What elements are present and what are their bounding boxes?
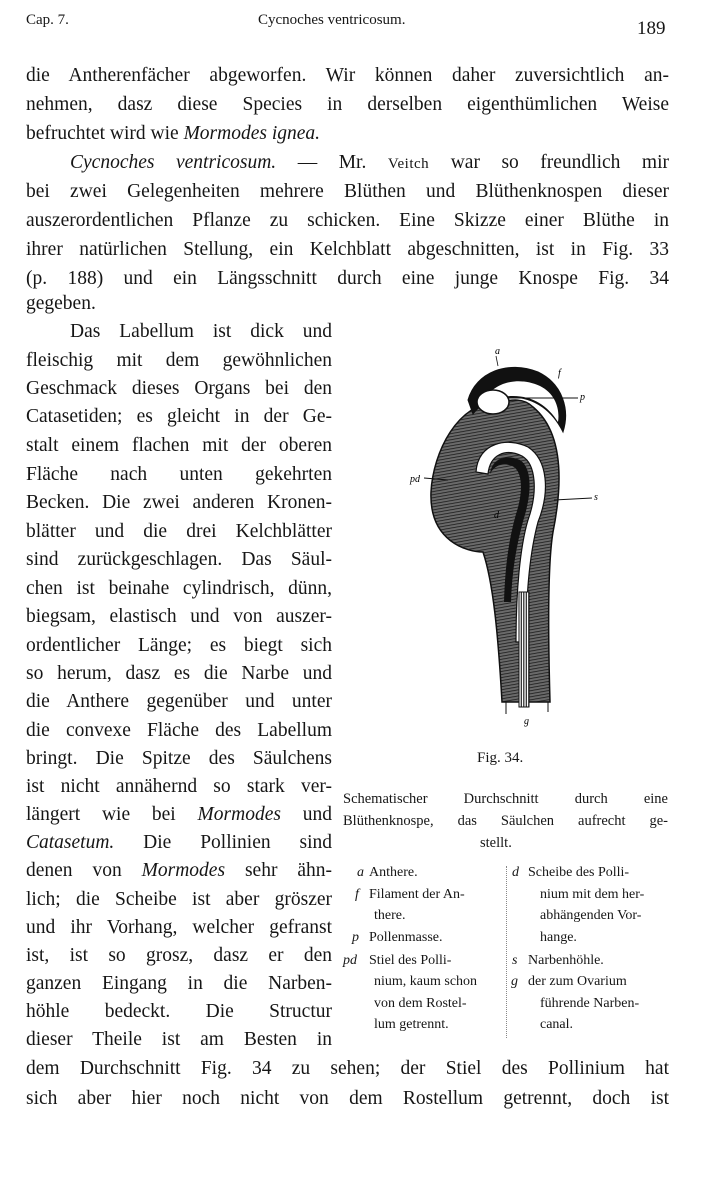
text-line: Das Labellum ist dick und: [70, 321, 332, 342]
text-line: höhle bedeckt. Die Structur: [26, 1001, 332, 1022]
figure-label: Fig. 34.: [477, 750, 524, 766]
text-line: die convexe Fläche des Labellum: [26, 720, 332, 741]
text-line: und ihr Vorhang, welcher gefranst: [26, 917, 332, 938]
text-line: Geschmack dieses Organs bei den: [26, 378, 332, 399]
text-line: ihrer natürlichen Stellung, ein Kelchblatt abgeschnitten, ist in Fig. 33: [26, 239, 669, 260]
legend-key: pd: [343, 953, 357, 968]
text-line: fleischig mit dem gewöhnlichen: [26, 350, 332, 371]
text-line: chen ist beinahe cylindrisch, dünn,: [26, 578, 332, 599]
text-line: Fläche nach unten gekehrten: [26, 464, 332, 485]
species-name: Cycnoches ventricosum.: [70, 152, 277, 173]
legend-text: lum getrennt.: [374, 1017, 449, 1032]
legend-text: führende Narben-: [540, 996, 640, 1011]
legend-key: p: [352, 930, 359, 945]
figure-34-engraving: [398, 342, 624, 728]
text-line: ist nicht annähernd so stark ver-: [26, 776, 332, 797]
legend-text: abhängenden Vor-: [540, 908, 642, 923]
text-line: gegeben.: [26, 293, 96, 314]
figure-caption-line: Schematischer Durchschnitt durch eine: [343, 791, 668, 807]
genus-name: Mormodes: [197, 804, 281, 825]
text-line: dieser Theile ist am Besten in: [26, 1029, 332, 1050]
text-line: auszerordentlichen Pflanze zu schicken. Eine Skizze einer Blüthe in: [26, 210, 669, 231]
text-line: blätter und die drei Kelchblätter: [26, 521, 332, 542]
text-line: nehmen, dasz diese Species in derselben eigenthümlichen Weise: [26, 94, 669, 115]
person-name: Veitch: [387, 156, 430, 172]
legend-text: Pollenmasse.: [369, 930, 443, 945]
text-line: Catasetum. Die Pollinien sind: [26, 832, 332, 853]
figure-letter-p: p: [580, 392, 585, 403]
running-head-chapter: Cap. 7.: [26, 12, 69, 28]
running-head-title: Cycnoches ventricosum.: [258, 12, 406, 28]
figure-letter-g: g: [524, 716, 529, 727]
legend-text: Stiel des Polli-: [369, 953, 452, 968]
text-line: (p. 188) und ein Längsschnitt durch eine junge Knospe Fig. 34: [26, 268, 669, 289]
legend-text: Filament der An-: [369, 887, 465, 902]
figure-letter-d: d: [494, 510, 499, 521]
text-line: Becken. Die zwei anderen Kronen-: [26, 492, 332, 513]
text-line: stalt einem flachen mit der oberen: [26, 435, 332, 456]
figure-letter-pd: pd: [410, 474, 420, 485]
page-number: 189: [637, 18, 666, 39]
legend-text: nium, kaum schon: [374, 974, 478, 989]
text-line: die Antherenfächer abgeworfen. Wir können daher zuversichtlich an-: [26, 65, 669, 86]
legend-key: f: [355, 887, 359, 902]
text-line: ist, ist so grosz, dasz er den: [26, 945, 332, 966]
text-line: die Anthere gegenüber und unter: [26, 691, 332, 712]
text-line: befruchtet wird wie Mormodes ignea.: [26, 123, 321, 144]
text-line: ordentlicher Länge; es biegt sich: [26, 635, 332, 656]
text-line: biegsam, elastisch und von auszer-: [26, 606, 332, 627]
figure-caption-line: Blüthenknospe, das Säulchen aufrecht ge-: [343, 813, 668, 829]
genus-name: Catasetum.: [26, 832, 115, 853]
text-line: dem Durchschnitt Fig. 34 zu sehen; der Stiel des Pollinium hat: [26, 1058, 669, 1079]
legend-key: a: [357, 865, 364, 880]
legend-text: there.: [374, 908, 406, 923]
species-name: Mormodes ignea.: [183, 123, 321, 144]
legend-text: Scheibe des Polli-: [528, 865, 630, 880]
figure-letter-s: s: [594, 492, 598, 503]
text-line: ganzen Eingang in die Narben-: [26, 973, 332, 994]
genus-name: Mormodes: [141, 860, 226, 881]
legend-text: Narbenhöhle.: [528, 953, 604, 968]
figure-caption-line: stellt.: [480, 835, 512, 851]
legend-text: der zum Ovarium: [528, 974, 627, 989]
legend-text: Anthere.: [369, 865, 418, 880]
text-line: bringt. Die Spitze des Säulchens: [26, 748, 332, 769]
text-line: denen von Mormodes sehr ähn-: [26, 860, 332, 881]
text-line: Cycnoches ventricosum. — Mr. Veitch war so freundlich mir: [70, 152, 670, 173]
legend-text: hange.: [540, 930, 577, 945]
figure-letter-f: f: [558, 368, 561, 379]
legend-key: s: [512, 953, 518, 968]
text-line: bei zwei Gelegenheiten mehrere Blüthen und Blüthenknospen dieser: [26, 181, 669, 202]
text-line: lich; die Scheibe ist aber gröszer: [26, 889, 332, 910]
legend-text: canal.: [540, 1017, 574, 1032]
legend-divider: [506, 866, 507, 1038]
legend-text: nium mit dem her-: [540, 887, 645, 902]
text-line: Catasetiden; es gleicht in der Ge-: [26, 406, 332, 427]
legend-key: g: [511, 974, 518, 989]
text-line: sich aber hier noch nicht von dem Rostellum getrennt, doch ist: [26, 1088, 669, 1109]
text-line: so herum, dasz es die Narbe und: [26, 663, 332, 684]
text-line: sind zurückgeschlagen. Das Säul-: [26, 549, 332, 570]
legend-text: von dem Rostel-: [374, 996, 467, 1011]
text-line: längert wie bei Mormodes und: [26, 804, 333, 825]
legend-key: d: [512, 865, 519, 880]
figure-letter-a: a: [495, 346, 500, 357]
